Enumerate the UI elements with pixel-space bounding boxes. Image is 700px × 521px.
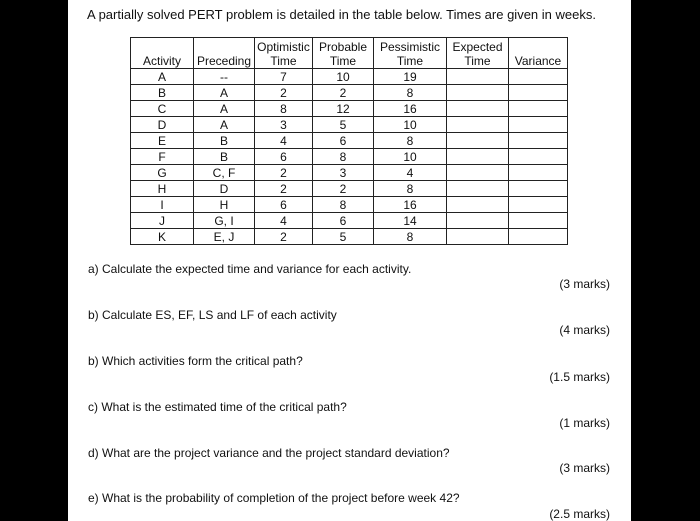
cell-preceding: H	[194, 197, 255, 213]
question-e: e) What is the probability of completion of the project before week 42?	[88, 491, 460, 505]
cell-optimistic-time: 2	[255, 181, 313, 197]
header-optimistic-time: Optimistic Time	[255, 38, 313, 69]
cell-preceding: E, J	[194, 229, 255, 245]
cell-probable-time: 8	[313, 149, 374, 165]
marks-d: (3 marks)	[559, 461, 610, 475]
cell-variance	[509, 197, 568, 213]
cell-expected-time	[447, 197, 509, 213]
cell-preceding: B	[194, 149, 255, 165]
header-probable-time: Probable Time	[313, 38, 374, 69]
cell-expected-time	[447, 165, 509, 181]
cell-variance	[509, 85, 568, 101]
cell-pessimistic-time: 8	[374, 181, 447, 197]
cell-probable-time: 8	[313, 197, 374, 213]
header-pessimistic-time: Pessimistic Time	[374, 38, 447, 69]
marks-b-critical-path: (1.5 marks)	[549, 370, 610, 384]
cell-expected-time	[447, 229, 509, 245]
cell-preceding: B	[194, 133, 255, 149]
cell-variance	[509, 229, 568, 245]
question-b-activity-times: b) Calculate ES, EF, LS and LF of each activity	[88, 308, 337, 322]
cell-optimistic-time: 2	[255, 85, 313, 101]
cell-activity: C	[131, 101, 194, 117]
cell-probable-time: 2	[313, 85, 374, 101]
cell-preceding: D	[194, 181, 255, 197]
cell-optimistic-time: 2	[255, 229, 313, 245]
pert-table-body	[131, 69, 568, 245]
cell-variance	[509, 213, 568, 229]
cell-pessimistic-time: 10	[374, 149, 447, 165]
table-row	[131, 181, 568, 197]
cell-probable-time: 10	[313, 69, 374, 85]
table-row	[131, 149, 568, 165]
cell-probable-time: 2	[313, 181, 374, 197]
header-preceding: Preceding	[194, 38, 255, 69]
cell-optimistic-time: 3	[255, 117, 313, 133]
cell-preceding: A	[194, 117, 255, 133]
cell-pessimistic-time: 8	[374, 85, 447, 101]
intro-text: A partially solved PERT problem is detailed in the table below. Times are given in weeks.	[87, 7, 596, 22]
table-row	[131, 213, 568, 229]
cell-preceding: G, I	[194, 213, 255, 229]
cell-pessimistic-time: 14	[374, 213, 447, 229]
question-c: c) What is the estimated time of the critical path?	[88, 400, 347, 414]
table-row	[131, 229, 568, 245]
question-a: a) Calculate the expected time and variance for each activity.	[88, 262, 412, 276]
cell-expected-time	[447, 117, 509, 133]
cell-pessimistic-time: 4	[374, 165, 447, 181]
cell-activity: F	[131, 149, 194, 165]
cell-optimistic-time: 2	[255, 165, 313, 181]
cell-pessimistic-time: 16	[374, 101, 447, 117]
cell-probable-time: 5	[313, 229, 374, 245]
table-row	[131, 133, 568, 149]
table-row	[131, 85, 568, 101]
question-b-critical-path: b) Which activities form the critical path?	[88, 354, 303, 368]
cell-expected-time	[447, 213, 509, 229]
cell-pessimistic-time: 16	[374, 197, 447, 213]
table-row	[131, 117, 568, 133]
cell-optimistic-time: 4	[255, 133, 313, 149]
marks-b-activity-times: (4 marks)	[559, 323, 610, 337]
cell-activity: J	[131, 213, 194, 229]
cell-variance	[509, 69, 568, 85]
cell-expected-time	[447, 101, 509, 117]
table-header-row	[131, 38, 568, 69]
table-row	[131, 197, 568, 213]
cell-expected-time	[447, 85, 509, 101]
cell-expected-time	[447, 133, 509, 149]
marks-c: (1 marks)	[559, 416, 610, 430]
cell-pessimistic-time: 10	[374, 117, 447, 133]
cell-preceding: --	[194, 69, 255, 85]
cell-probable-time: 12	[313, 101, 374, 117]
cell-activity: K	[131, 229, 194, 245]
cell-variance	[509, 133, 568, 149]
cell-probable-time: 3	[313, 165, 374, 181]
cell-preceding: A	[194, 101, 255, 117]
cell-optimistic-time: 4	[255, 213, 313, 229]
table-row	[131, 165, 568, 181]
cell-variance	[509, 149, 568, 165]
cell-activity: A	[131, 69, 194, 85]
header-variance: Variance	[509, 38, 568, 69]
cell-expected-time	[447, 149, 509, 165]
cell-preceding: C, F	[194, 165, 255, 181]
cell-activity: I	[131, 197, 194, 213]
table-row	[131, 69, 568, 85]
cell-pessimistic-time: 8	[374, 133, 447, 149]
cell-activity: E	[131, 133, 194, 149]
cell-probable-time: 6	[313, 213, 374, 229]
cell-variance	[509, 101, 568, 117]
cell-expected-time	[447, 181, 509, 197]
cell-expected-time	[447, 69, 509, 85]
cell-probable-time: 5	[313, 117, 374, 133]
cell-activity: B	[131, 85, 194, 101]
header-expected-time: Expected Time	[447, 38, 509, 69]
cell-variance	[509, 181, 568, 197]
cell-preceding: A	[194, 85, 255, 101]
cell-optimistic-time: 8	[255, 101, 313, 117]
cell-optimistic-time: 7	[255, 69, 313, 85]
cell-pessimistic-time: 19	[374, 69, 447, 85]
question-d: d) What are the project variance and the project standard deviation?	[88, 446, 450, 460]
cell-pessimistic-time: 8	[374, 229, 447, 245]
cell-optimistic-time: 6	[255, 197, 313, 213]
cell-activity: H	[131, 181, 194, 197]
cell-probable-time: 6	[313, 133, 374, 149]
marks-e: (2.5 marks)	[549, 507, 610, 521]
cell-variance	[509, 117, 568, 133]
cell-variance	[509, 165, 568, 181]
cell-activity: G	[131, 165, 194, 181]
pert-table	[130, 37, 568, 245]
cell-optimistic-time: 6	[255, 149, 313, 165]
marks-a: (3 marks)	[559, 277, 610, 291]
table-row	[131, 101, 568, 117]
header-activity: Activity	[131, 38, 194, 69]
cell-activity: D	[131, 117, 194, 133]
